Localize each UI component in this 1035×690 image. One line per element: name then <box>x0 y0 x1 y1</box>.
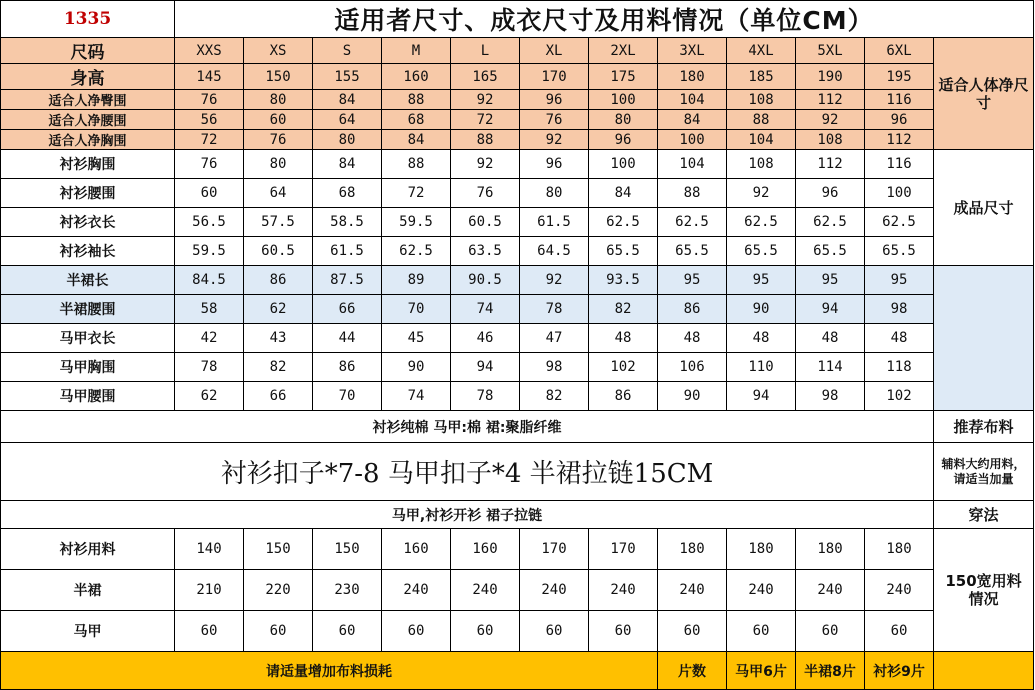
footer-row <box>1 652 1034 690</box>
value-cell: 56.5 <box>175 208 244 237</box>
value-cell: 100 <box>658 130 727 150</box>
value-cell: 100 <box>865 179 934 208</box>
value-cell: 230 <box>313 570 382 611</box>
body-measure-row <box>1 64 1034 90</box>
size-cell: 5XL <box>796 38 865 64</box>
value-cell: 108 <box>727 150 796 179</box>
value-cell: 94 <box>451 353 520 382</box>
value-cell: 72 <box>175 130 244 150</box>
value-cell: 58 <box>175 295 244 324</box>
row-label: 半裙腰围 <box>1 295 175 324</box>
garment-measure-row <box>1 179 1034 208</box>
size-cell: XL <box>520 38 589 64</box>
value-cell: 60 <box>382 611 451 652</box>
value-cell: 56 <box>175 110 244 130</box>
value-cell: 82 <box>589 295 658 324</box>
value-cell: 80 <box>313 130 382 150</box>
finished-size-side-label: 成品尺寸 <box>934 150 1034 266</box>
value-cell: 62.5 <box>727 208 796 237</box>
value-cell: 80 <box>244 90 313 110</box>
value-cell: 88 <box>727 110 796 130</box>
value-cell: 58.5 <box>313 208 382 237</box>
value-cell: 84 <box>658 110 727 130</box>
value-cell: 84 <box>589 179 658 208</box>
value-cell: 92 <box>520 266 589 295</box>
garment-measure-row <box>1 150 1034 179</box>
value-cell: 80 <box>520 179 589 208</box>
value-cell: 87.5 <box>313 266 382 295</box>
body-measure-row <box>1 110 1034 130</box>
value-cell: 102 <box>589 353 658 382</box>
empty-side-cell <box>934 266 1034 411</box>
value-cell: 100 <box>589 90 658 110</box>
value-cell: 185 <box>727 64 796 90</box>
row-label: 衬衫胸围 <box>1 150 175 179</box>
body-measure-row <box>1 90 1034 110</box>
value-cell: 96 <box>520 150 589 179</box>
wearing-row <box>1 501 1034 529</box>
value-cell: 92 <box>451 150 520 179</box>
value-cell: 98 <box>520 353 589 382</box>
value-cell: 100 <box>589 150 658 179</box>
value-cell: 86 <box>244 266 313 295</box>
size-cell: S <box>313 38 382 64</box>
value-cell: 68 <box>382 110 451 130</box>
value-cell: 61.5 <box>520 208 589 237</box>
garment-measure-row <box>1 237 1034 266</box>
value-cell: 59.5 <box>382 208 451 237</box>
value-cell: 80 <box>244 150 313 179</box>
value-cell: 62.5 <box>796 208 865 237</box>
row-label: 衬衫用料 <box>1 529 175 570</box>
value-cell: 88 <box>658 179 727 208</box>
loss-note: 请适量增加布料损耗 <box>1 652 658 690</box>
value-cell: 96 <box>865 110 934 130</box>
value-cell: 240 <box>796 570 865 611</box>
garment-measure-row <box>1 324 1034 353</box>
value-cell: 78 <box>451 382 520 411</box>
value-cell: 140 <box>175 529 244 570</box>
skirt-pieces: 半裙8片 <box>796 652 865 690</box>
corner-filler <box>934 652 1034 690</box>
size-cell: M <box>382 38 451 64</box>
value-cell: 62 <box>175 382 244 411</box>
value-cell: 62.5 <box>865 208 934 237</box>
value-cell: 82 <box>520 382 589 411</box>
value-cell: 44 <box>313 324 382 353</box>
body-measure-row <box>1 130 1034 150</box>
fabric-side-label: 推荐布料 <box>934 411 1034 443</box>
value-cell: 65.5 <box>658 237 727 266</box>
value-cell: 116 <box>865 150 934 179</box>
fabric-row <box>1 411 1034 443</box>
value-cell: 94 <box>727 382 796 411</box>
value-cell: 145 <box>175 64 244 90</box>
value-cell: 155 <box>313 64 382 90</box>
size-label: 尺码 <box>1 38 175 64</box>
value-cell: 92 <box>451 90 520 110</box>
value-cell: 104 <box>727 130 796 150</box>
wearing-text: 马甲,衬衫开衫 裙子拉链 <box>1 501 934 529</box>
value-cell: 175 <box>589 64 658 90</box>
value-cell: 108 <box>727 90 796 110</box>
value-cell: 195 <box>865 64 934 90</box>
value-cell: 62 <box>244 295 313 324</box>
value-cell: 43 <box>244 324 313 353</box>
value-cell: 60 <box>175 611 244 652</box>
value-cell: 240 <box>451 570 520 611</box>
value-cell: 86 <box>313 353 382 382</box>
value-cell: 95 <box>727 266 796 295</box>
style-code: 1335 <box>1 1 175 38</box>
usage-side-label: 150宽用料情况 <box>934 529 1034 652</box>
value-cell: 160 <box>451 529 520 570</box>
value-cell: 220 <box>244 570 313 611</box>
vest-pieces: 马甲6片 <box>727 652 796 690</box>
garment-measure-row <box>1 353 1034 382</box>
value-cell: 60 <box>865 611 934 652</box>
value-cell: 76 <box>175 150 244 179</box>
value-cell: 170 <box>589 529 658 570</box>
value-cell: 98 <box>796 382 865 411</box>
row-label: 半裙 <box>1 570 175 611</box>
value-cell: 95 <box>796 266 865 295</box>
value-cell: 118 <box>865 353 934 382</box>
value-cell: 92 <box>520 130 589 150</box>
value-cell: 61.5 <box>313 237 382 266</box>
value-cell: 68 <box>313 179 382 208</box>
value-cell: 240 <box>658 570 727 611</box>
row-label: 衬衫衣长 <box>1 208 175 237</box>
value-cell: 150 <box>244 529 313 570</box>
value-cell: 160 <box>382 529 451 570</box>
value-cell: 150 <box>244 64 313 90</box>
value-cell: 86 <box>658 295 727 324</box>
value-cell: 60 <box>313 611 382 652</box>
value-cell: 48 <box>727 324 796 353</box>
value-cell: 102 <box>865 382 934 411</box>
size-cell: XXS <box>175 38 244 64</box>
value-cell: 76 <box>175 90 244 110</box>
value-cell: 64 <box>313 110 382 130</box>
value-cell: 240 <box>727 570 796 611</box>
value-cell: 150 <box>313 529 382 570</box>
size-cell: 6XL <box>865 38 934 64</box>
value-cell: 93.5 <box>589 266 658 295</box>
value-cell: 190 <box>796 64 865 90</box>
value-cell: 98 <box>865 295 934 324</box>
value-cell: 60 <box>727 611 796 652</box>
row-label: 适合人净胸围 <box>1 130 175 150</box>
value-cell: 108 <box>796 130 865 150</box>
value-cell: 70 <box>382 295 451 324</box>
accessories-row <box>1 443 1034 501</box>
value-cell: 88 <box>382 150 451 179</box>
value-cell: 80 <box>589 110 658 130</box>
value-cell: 90 <box>382 353 451 382</box>
body-measure-side-label: 适合人体净尺寸 <box>934 38 1034 150</box>
value-cell: 95 <box>865 266 934 295</box>
value-cell: 62.5 <box>658 208 727 237</box>
value-cell: 65.5 <box>727 237 796 266</box>
value-cell: 210 <box>175 570 244 611</box>
value-cell: 60 <box>796 611 865 652</box>
value-cell: 76 <box>520 110 589 130</box>
value-cell: 160 <box>382 64 451 90</box>
value-cell: 64.5 <box>520 237 589 266</box>
value-cell: 84.5 <box>175 266 244 295</box>
value-cell: 60 <box>175 179 244 208</box>
value-cell: 170 <box>520 529 589 570</box>
value-cell: 74 <box>451 295 520 324</box>
size-cell: 4XL <box>727 38 796 64</box>
value-cell: 90.5 <box>451 266 520 295</box>
garment-measure-row <box>1 208 1034 237</box>
value-cell: 48 <box>658 324 727 353</box>
value-cell: 84 <box>313 150 382 179</box>
value-cell: 88 <box>382 90 451 110</box>
value-cell: 116 <box>865 90 934 110</box>
garment-measure-row <box>1 295 1034 324</box>
value-cell: 65.5 <box>589 237 658 266</box>
value-cell: 180 <box>658 64 727 90</box>
size-cell: 3XL <box>658 38 727 64</box>
value-cell: 165 <box>451 64 520 90</box>
value-cell: 114 <box>796 353 865 382</box>
value-cell: 240 <box>589 570 658 611</box>
value-cell: 89 <box>382 266 451 295</box>
value-cell: 94 <box>796 295 865 324</box>
shirt-pieces: 衬衫9片 <box>865 652 934 690</box>
value-cell: 72 <box>451 110 520 130</box>
row-label: 马甲 <box>1 611 175 652</box>
value-cell: 180 <box>796 529 865 570</box>
value-cell: 76 <box>244 130 313 150</box>
accessories-side-label: 辅料大约用料，请适当加量 <box>934 443 1034 501</box>
value-cell: 96 <box>589 130 658 150</box>
row-label: 马甲胸围 <box>1 353 175 382</box>
value-cell: 104 <box>658 150 727 179</box>
size-header-row <box>1 38 1034 64</box>
value-cell: 78 <box>520 295 589 324</box>
value-cell: 60 <box>244 110 313 130</box>
wearing-side-label: 穿法 <box>934 501 1034 529</box>
value-cell: 112 <box>796 150 865 179</box>
row-label: 衬衫腰围 <box>1 179 175 208</box>
value-cell: 62.5 <box>589 208 658 237</box>
garment-measure-row <box>1 266 1034 295</box>
value-cell: 92 <box>796 110 865 130</box>
value-cell: 110 <box>727 353 796 382</box>
value-cell: 70 <box>313 382 382 411</box>
value-cell: 96 <box>796 179 865 208</box>
value-cell: 48 <box>796 324 865 353</box>
row-label: 衬衫袖长 <box>1 237 175 266</box>
value-cell: 65.5 <box>796 237 865 266</box>
value-cell: 60 <box>658 611 727 652</box>
value-cell: 96 <box>520 90 589 110</box>
value-cell: 84 <box>382 130 451 150</box>
value-cell: 60.5 <box>451 208 520 237</box>
value-cell: 104 <box>658 90 727 110</box>
value-cell: 60 <box>589 611 658 652</box>
fabric-usage-row <box>1 611 1034 652</box>
value-cell: 82 <box>244 353 313 382</box>
value-cell: 60 <box>244 611 313 652</box>
value-cell: 112 <box>796 90 865 110</box>
value-cell: 62.5 <box>382 237 451 266</box>
value-cell: 48 <box>865 324 934 353</box>
row-label: 身高 <box>1 64 175 90</box>
row-label: 马甲腰围 <box>1 382 175 411</box>
value-cell: 60 <box>451 611 520 652</box>
value-cell: 60.5 <box>244 237 313 266</box>
value-cell: 63.5 <box>451 237 520 266</box>
value-cell: 46 <box>451 324 520 353</box>
value-cell: 66 <box>313 295 382 324</box>
value-cell: 112 <box>865 130 934 150</box>
value-cell: 42 <box>175 324 244 353</box>
row-label: 适合人净腰围 <box>1 110 175 130</box>
value-cell: 92 <box>727 179 796 208</box>
value-cell: 88 <box>451 130 520 150</box>
value-cell: 78 <box>175 353 244 382</box>
value-cell: 72 <box>382 179 451 208</box>
size-cell: 2XL <box>589 38 658 64</box>
value-cell: 106 <box>658 353 727 382</box>
value-cell: 57.5 <box>244 208 313 237</box>
value-cell: 47 <box>520 324 589 353</box>
value-cell: 180 <box>658 529 727 570</box>
row-label: 适合人净臀围 <box>1 90 175 110</box>
value-cell: 60 <box>520 611 589 652</box>
value-cell: 48 <box>589 324 658 353</box>
size-cell: XS <box>244 38 313 64</box>
value-cell: 170 <box>520 64 589 90</box>
page-title: 适用者尺寸、成衣尺寸及用料情况（单位CM） <box>175 1 1034 38</box>
value-cell: 180 <box>727 529 796 570</box>
fabric-usage-row <box>1 570 1034 611</box>
value-cell: 76 <box>451 179 520 208</box>
value-cell: 240 <box>865 570 934 611</box>
row-label: 半裙长 <box>1 266 175 295</box>
value-cell: 74 <box>382 382 451 411</box>
value-cell: 86 <box>589 382 658 411</box>
value-cell: 240 <box>382 570 451 611</box>
value-cell: 84 <box>313 90 382 110</box>
fabric-usage-row <box>1 529 1034 570</box>
value-cell: 240 <box>520 570 589 611</box>
value-cell: 66 <box>244 382 313 411</box>
value-cell: 59.5 <box>175 237 244 266</box>
fabric-text: 衬衫纯棉 马甲:棉 裙:聚脂纤维 <box>1 411 934 443</box>
value-cell: 45 <box>382 324 451 353</box>
accessories-text: 衬衫扣子*7-8 马甲扣子*4 半裙拉链15CM <box>1 443 934 501</box>
value-cell: 65.5 <box>865 237 934 266</box>
value-cell: 90 <box>727 295 796 324</box>
pieces-label: 片数 <box>658 652 727 690</box>
size-cell: L <box>451 38 520 64</box>
value-cell: 180 <box>865 529 934 570</box>
value-cell: 64 <box>244 179 313 208</box>
title-row <box>1 1 1034 38</box>
value-cell: 95 <box>658 266 727 295</box>
garment-measure-row <box>1 382 1034 411</box>
value-cell: 90 <box>658 382 727 411</box>
row-label: 马甲衣长 <box>1 324 175 353</box>
